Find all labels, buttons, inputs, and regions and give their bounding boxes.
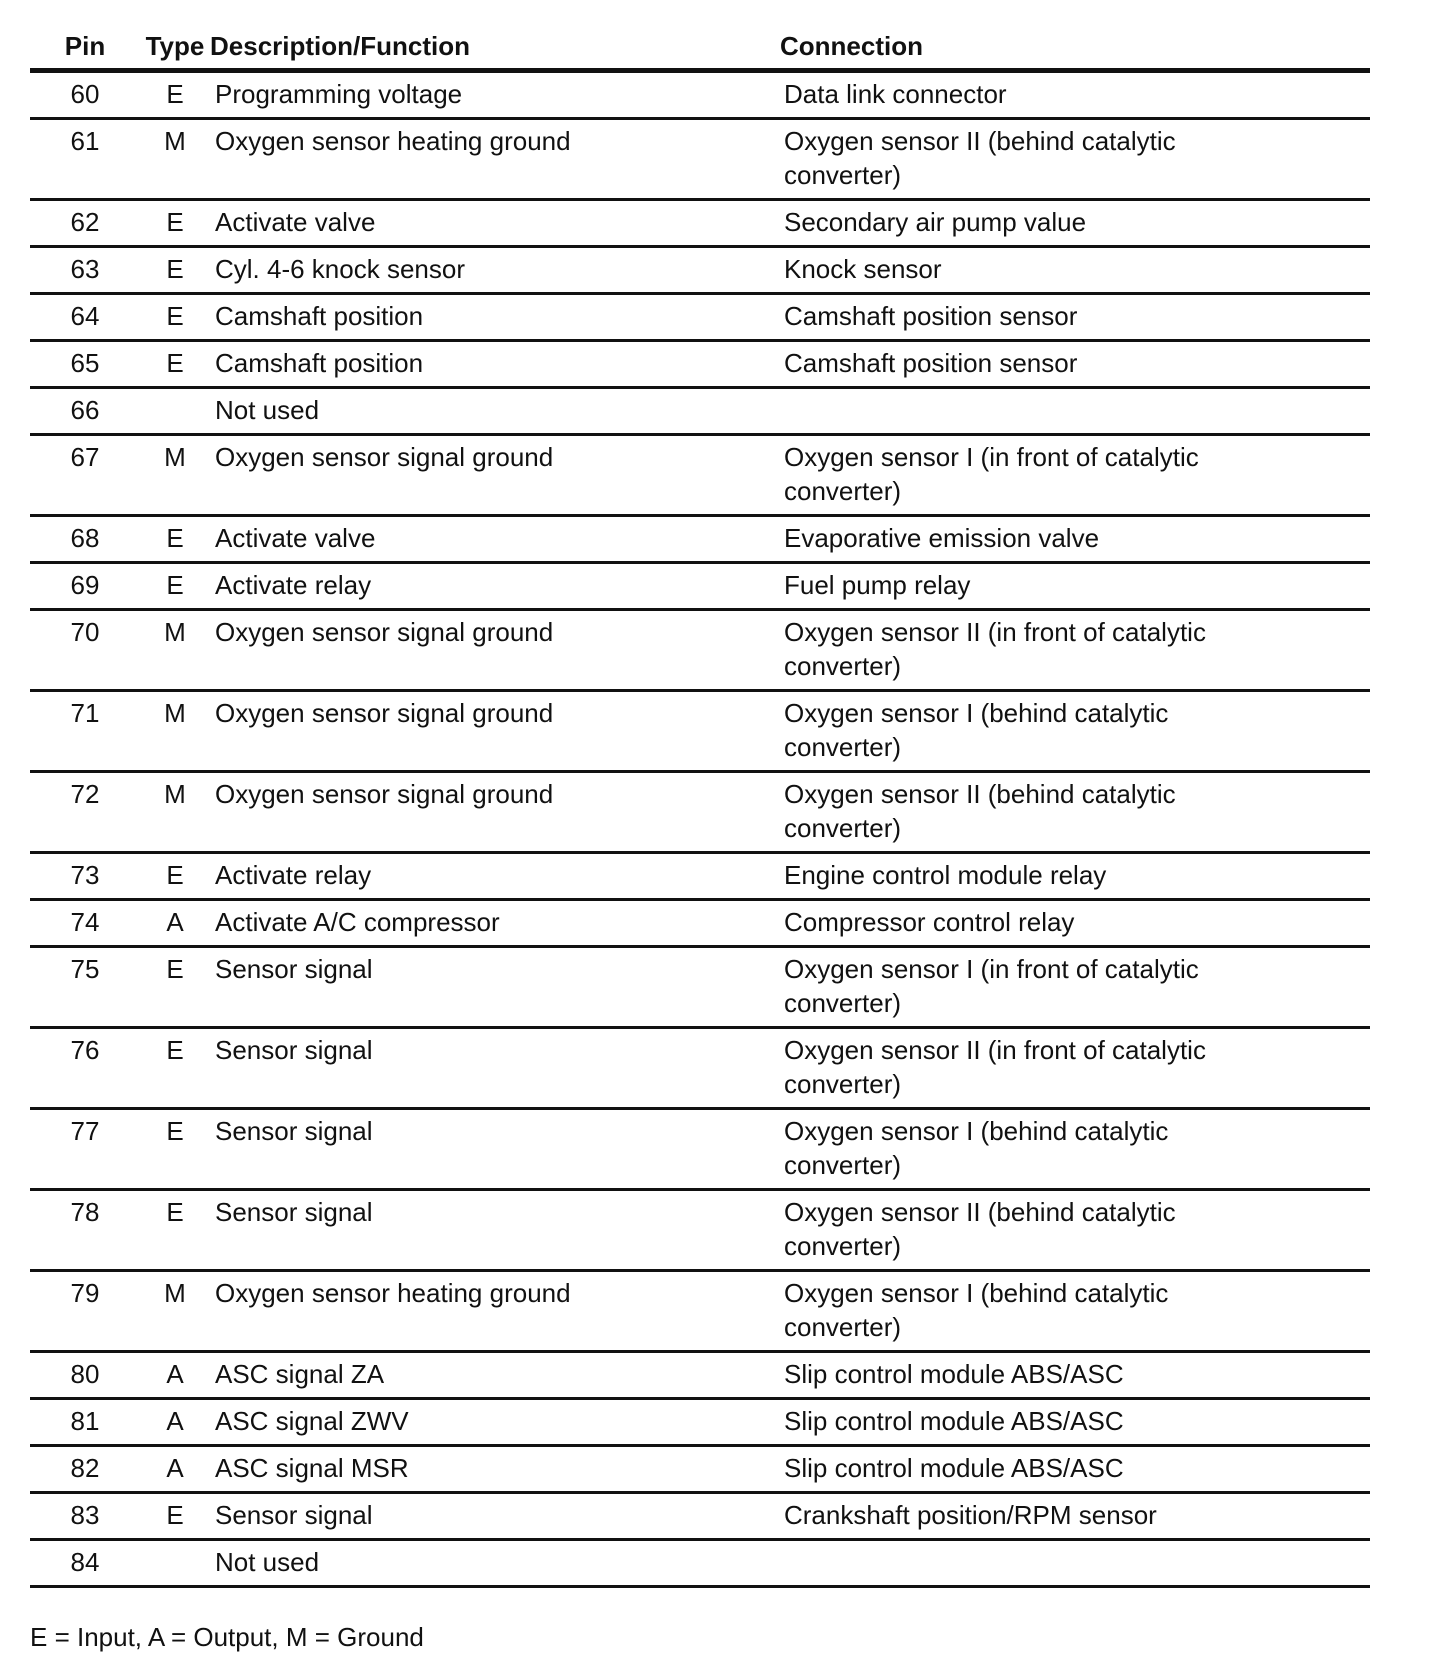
description-cell: Camshaft position: [210, 294, 780, 341]
description-cell: Sensor signal: [210, 1109, 780, 1190]
description-cell: Oxygen sensor signal ground: [210, 691, 780, 772]
pin-cell: 72: [30, 772, 140, 853]
description-cell: Not used: [210, 1540, 780, 1587]
description-cell: ASC signal MSR: [210, 1446, 780, 1493]
description-cell: Sensor signal: [210, 1028, 780, 1109]
table-row: [30, 900, 1370, 947]
table-row: [30, 1352, 1370, 1399]
description-cell: Oxygen sensor signal ground: [210, 772, 780, 853]
table-row: [30, 119, 1370, 200]
connection-cell: Oxygen sensor I (behind catalytic converter): [780, 1109, 1370, 1190]
table-row: [30, 1493, 1370, 1540]
pin-cell: 62: [30, 200, 140, 247]
type-cell: M: [140, 610, 210, 691]
header-type: Type: [140, 18, 210, 71]
type-cell: A: [140, 1446, 210, 1493]
pin-cell: 83: [30, 1493, 140, 1540]
type-cell: M: [140, 772, 210, 853]
description-cell: Oxygen sensor heating ground: [210, 119, 780, 200]
pin-assignment-table: [30, 18, 1370, 1588]
header-description: Description/Function: [210, 18, 780, 71]
description-cell: ASC signal ZWV: [210, 1399, 780, 1446]
description-cell: Cyl. 4-6 knock sensor: [210, 247, 780, 294]
type-cell: E: [140, 200, 210, 247]
type-cell: E: [140, 341, 210, 388]
type-cell: M: [140, 119, 210, 200]
type-cell: [140, 1540, 210, 1587]
pin-cell: 79: [30, 1271, 140, 1352]
table-row: [30, 388, 1370, 435]
pin-cell: 75: [30, 947, 140, 1028]
pin-cell: 76: [30, 1028, 140, 1109]
description-cell: Sensor signal: [210, 947, 780, 1028]
table-row: [30, 1271, 1370, 1352]
description-cell: Programming voltage: [210, 71, 780, 119]
pin-cell: 66: [30, 388, 140, 435]
type-cell: E: [140, 1028, 210, 1109]
type-cell: M: [140, 691, 210, 772]
table-row: [30, 1028, 1370, 1109]
table-row: [30, 563, 1370, 610]
header-connection: Connection: [780, 18, 1370, 71]
type-cell: E: [140, 247, 210, 294]
pin-cell: 78: [30, 1190, 140, 1271]
table-row: [30, 1399, 1370, 1446]
table-row: [30, 1190, 1370, 1271]
pin-cell: 64: [30, 294, 140, 341]
pin-cell: 68: [30, 516, 140, 563]
table-row: [30, 772, 1370, 853]
connection-cell: Oxygen sensor II (in front of catalytic converter): [780, 610, 1370, 691]
description-cell: Oxygen sensor heating ground: [210, 1271, 780, 1352]
table-row: [30, 71, 1370, 119]
connection-cell: Oxygen sensor II (behind catalytic converter): [780, 772, 1370, 853]
table-row: [30, 853, 1370, 900]
description-cell: Activate relay: [210, 853, 780, 900]
pin-cell: 63: [30, 247, 140, 294]
connection-cell: Oxygen sensor II (behind catalytic converter): [780, 119, 1370, 200]
type-cell: E: [140, 853, 210, 900]
type-cell: E: [140, 294, 210, 341]
table-row: [30, 200, 1370, 247]
pin-cell: 61: [30, 119, 140, 200]
connection-cell: Evaporative emission valve: [780, 516, 1370, 563]
type-cell: E: [140, 1109, 210, 1190]
description-cell: Sensor signal: [210, 1493, 780, 1540]
pin-cell: 82: [30, 1446, 140, 1493]
connection-cell: Camshaft position sensor: [780, 341, 1370, 388]
connection-cell: Oxygen sensor I (behind catalytic converter): [780, 1271, 1370, 1352]
type-cell: E: [140, 1190, 210, 1271]
type-legend: E = Input, A = Output, M = Ground: [30, 1622, 424, 1652]
table-row: [30, 1446, 1370, 1493]
connection-cell: Slip control module ABS/ASC: [780, 1352, 1370, 1399]
description-cell: ASC signal ZA: [210, 1352, 780, 1399]
pin-cell: 73: [30, 853, 140, 900]
table-row: [30, 1540, 1370, 1587]
type-cell: E: [140, 563, 210, 610]
pin-cell: 81: [30, 1399, 140, 1446]
connection-cell: Engine control module relay: [780, 853, 1370, 900]
connection-cell: [780, 1540, 1370, 1587]
table-row: [30, 1109, 1370, 1190]
type-cell: A: [140, 1352, 210, 1399]
pin-cell: 69: [30, 563, 140, 610]
description-cell: Activate relay: [210, 563, 780, 610]
connection-cell: Crankshaft position/RPM sensor: [780, 1493, 1370, 1540]
type-cell: A: [140, 900, 210, 947]
header-row: [30, 18, 1370, 71]
description-cell: Camshaft position: [210, 341, 780, 388]
table-row: [30, 691, 1370, 772]
connection-cell: Secondary air pump value: [780, 200, 1370, 247]
connection-cell: Slip control module ABS/ASC: [780, 1446, 1370, 1493]
connection-cell: Knock sensor: [780, 247, 1370, 294]
connection-cell: Oxygen sensor II (behind catalytic converter): [780, 1190, 1370, 1271]
description-cell: Sensor signal: [210, 1190, 780, 1271]
connection-cell: [780, 388, 1370, 435]
table-row: [30, 610, 1370, 691]
connection-cell: Data link connector: [780, 71, 1370, 119]
pin-cell: 74: [30, 900, 140, 947]
type-cell: E: [140, 71, 210, 119]
table-row: [30, 435, 1370, 516]
pin-cell: 84: [30, 1540, 140, 1587]
table-row: [30, 294, 1370, 341]
pin-cell: 65: [30, 341, 140, 388]
pin-cell: 60: [30, 71, 140, 119]
type-cell: E: [140, 516, 210, 563]
type-cell: [140, 388, 210, 435]
type-cell: M: [140, 435, 210, 516]
table-body: [30, 71, 1370, 1587]
description-cell: Oxygen sensor signal ground: [210, 435, 780, 516]
description-cell: Oxygen sensor signal ground: [210, 610, 780, 691]
type-cell: E: [140, 1493, 210, 1540]
description-cell: Activate valve: [210, 516, 780, 563]
connection-cell: Oxygen sensor I (in front of catalytic converter): [780, 435, 1370, 516]
type-cell: M: [140, 1271, 210, 1352]
description-cell: Not used: [210, 388, 780, 435]
table-row: [30, 341, 1370, 388]
connection-cell: Oxygen sensor I (in front of catalytic converter): [780, 947, 1370, 1028]
connection-cell: Oxygen sensor I (behind catalytic converter): [780, 691, 1370, 772]
header-pin: Pin: [30, 18, 140, 71]
description-cell: Activate A/C compressor: [210, 900, 780, 947]
table-row: [30, 247, 1370, 294]
connection-cell: Slip control module ABS/ASC: [780, 1399, 1370, 1446]
table-row: [30, 947, 1370, 1028]
pin-cell: 77: [30, 1109, 140, 1190]
connection-cell: Compressor control relay: [780, 900, 1370, 947]
connection-cell: Fuel pump relay: [780, 563, 1370, 610]
pin-cell: 71: [30, 691, 140, 772]
pin-cell: 67: [30, 435, 140, 516]
description-cell: Activate valve: [210, 200, 780, 247]
connection-cell: Oxygen sensor II (in front of catalytic converter): [780, 1028, 1370, 1109]
type-cell: E: [140, 947, 210, 1028]
table-header: [30, 18, 1370, 71]
pin-table-sheet: [30, 18, 1370, 1588]
pin-cell: 80: [30, 1352, 140, 1399]
connection-cell: Camshaft position sensor: [780, 294, 1370, 341]
table-row: [30, 516, 1370, 563]
type-cell: A: [140, 1399, 210, 1446]
pin-cell: 70: [30, 610, 140, 691]
